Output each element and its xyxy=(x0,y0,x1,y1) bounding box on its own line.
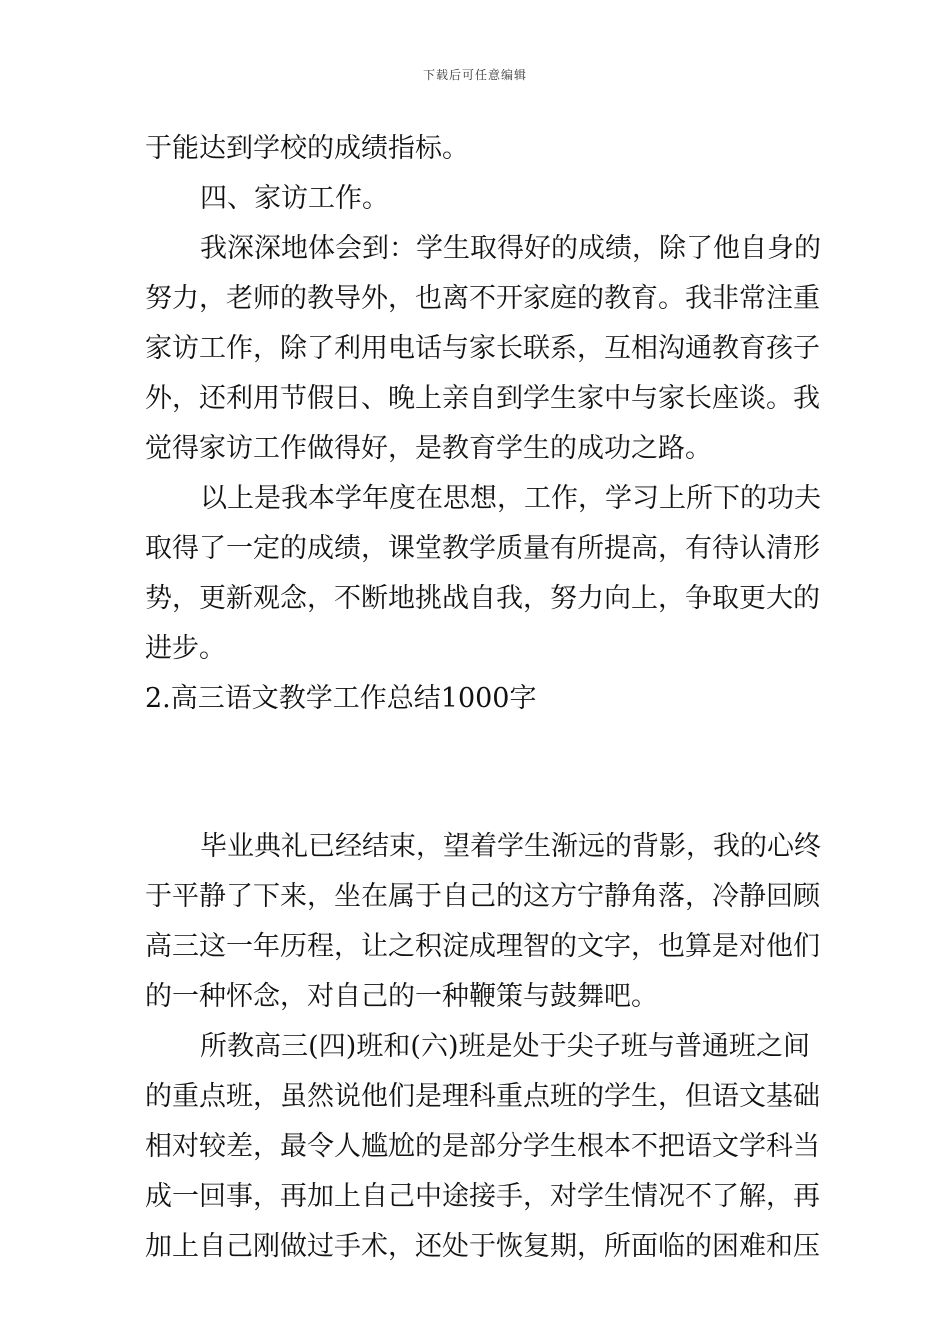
text-line: 相对较差，最令人尴尬的是部分学生根本不把语文学科当 xyxy=(145,1131,820,1162)
text-line: 觉得家访工作做得好，是教育学生的成功之路。 xyxy=(145,433,712,464)
text-line: 我深深地体会到：学生取得好的成绩，除了他自身的 xyxy=(200,233,821,264)
text-line: 努力，老师的教导外，也离不开家庭的教育。我非常注重 xyxy=(145,283,820,314)
text-line: 于能达到学校的成绩指标。 xyxy=(145,133,469,164)
text-line: 势，更新观念，不断地挑战自我，努力向上，争取更大的 xyxy=(145,583,820,614)
section-heading: 四、家访工作。 xyxy=(200,183,389,214)
article-title: 2.高三语文教学工作总结1000字 xyxy=(145,683,537,714)
blank-gap xyxy=(145,724,810,822)
document-body xyxy=(145,124,821,1272)
text-line: 取得了一定的成绩，课堂教学质量有所提高，有待认清形 xyxy=(145,533,820,564)
text-line: 家访工作，除了利用电话与家长联系，互相沟通教育孩子 xyxy=(145,333,820,364)
text-line: 成一回事，再加上自己中途接手，对学生情况不了解，再 xyxy=(145,1181,820,1212)
text-line: 毕业典礼已经结束，望着学生渐远的背影，我的心终 xyxy=(200,831,821,862)
text-line: 的一种怀念，对自己的一种鞭策与鼓舞吧。 xyxy=(145,981,658,1012)
text-line: 高三这一年历程，让之积淀成理智的文字，也算是对他们 xyxy=(145,931,820,962)
text-line: 于平静了下来，坐在属于自己的这方宁静角落，冷静回顾 xyxy=(145,881,820,912)
text-line: 进步。 xyxy=(145,633,226,664)
text-line: 以上是我本学年度在思想，工作，学习上所下的功夫 xyxy=(200,483,821,514)
text-line: 所教高三(四)班和(六)班是处于尖子班与普通班之间 xyxy=(200,1031,810,1062)
text-line: 外，还利用节假日、晚上亲自到学生家中与家长座谈。我 xyxy=(145,383,820,414)
page-header: 下载后可任意编辑 xyxy=(422,68,527,82)
text-line: 加上自己刚做过手术，还处于恢复期，所面临的困难和压 xyxy=(145,1231,820,1262)
text-line: 的重点班，虽然说他们是理科重点班的学生，但语文基础 xyxy=(145,1081,820,1112)
